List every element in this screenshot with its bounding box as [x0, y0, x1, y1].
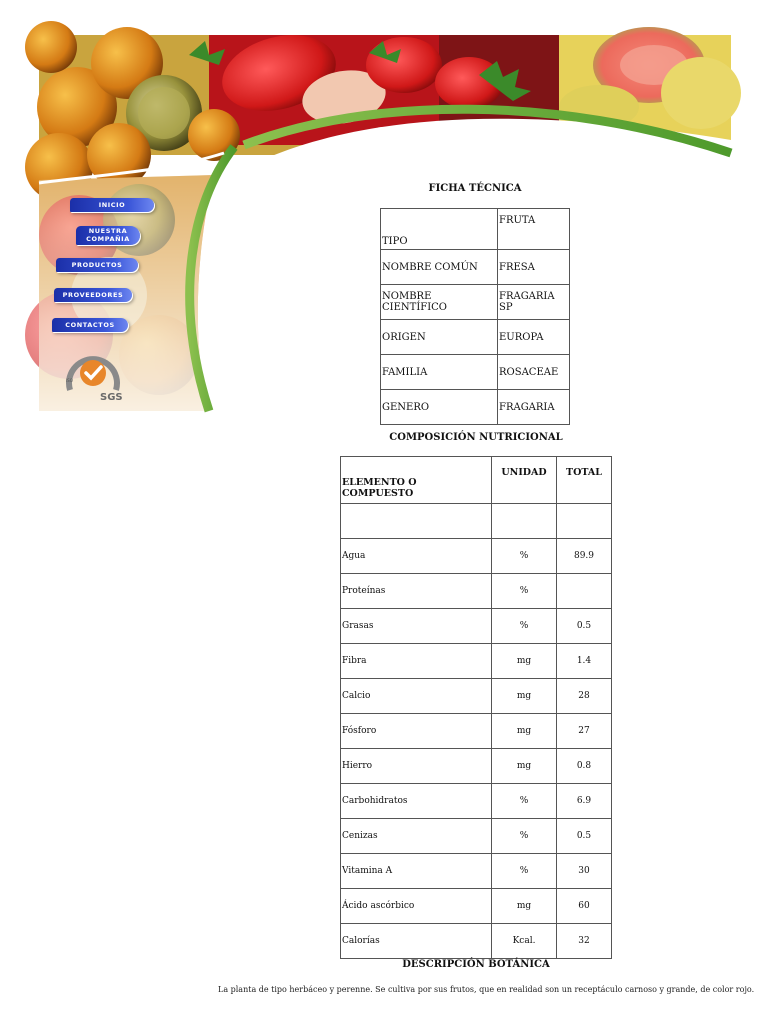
nutrient-total-cell: 0.5 [557, 609, 612, 644]
composicion-nutricional-title: COMPOSICIÓN NUTRICIONAL [389, 432, 563, 443]
nutrient-total-cell: 89.9 [557, 539, 612, 574]
nav-inicio-label: INICIO [98, 201, 126, 209]
nav-proveedores-label: PROVEEDORES [62, 291, 124, 299]
nutrient-unit-cell: % [492, 609, 557, 644]
nutrient-unit-cell: mg [492, 714, 557, 749]
nav-inicio-button[interactable] [70, 198, 154, 212]
nav-contactos-label: CONTACTOS [65, 321, 115, 329]
nav-proveedores-button[interactable] [54, 288, 132, 302]
ficha-value-cell: EUROPA [498, 320, 570, 355]
table-row [341, 924, 612, 959]
nutrient-name-cell: Fósforo [341, 714, 492, 749]
nav-nuestra-label-2: COMPAÑIA [86, 235, 130, 243]
nutrient-name-cell: Carbohidratos [341, 784, 492, 819]
table-row [341, 854, 612, 889]
table-row [341, 889, 612, 924]
table-row [341, 819, 612, 854]
svg-text:ISO: ISO [66, 378, 73, 383]
nutrient-unit-cell: % [492, 539, 557, 574]
ficha-value-cell: FRESA [498, 250, 570, 285]
table-row [381, 285, 570, 320]
nutrient-total-cell: 0.8 [557, 749, 612, 784]
nutrient-name-cell: Calcio [341, 679, 492, 714]
nutrient-name-cell: Fibra [341, 644, 492, 679]
sgs-certification-seal [64, 346, 122, 402]
composicion-nutricional-table [340, 456, 612, 959]
nav-nuestra-label-1: NUESTRA [88, 227, 128, 235]
nutrient-name-cell: Agua [341, 539, 492, 574]
nav-nuestra-compania-button[interactable] [76, 226, 140, 245]
nutrient-unit-cell: % [492, 854, 557, 889]
nutrient-name-cell: Hierro [341, 749, 492, 784]
ficha-value-cell: ROSACEAE [498, 355, 570, 390]
table-row [341, 714, 612, 749]
table-row [381, 390, 570, 425]
ficha-key-cell: NOMBRE CIENTÍFICO [381, 285, 498, 320]
nutrient-unit-cell: % [492, 784, 557, 819]
nutrient-name-cell: Cenizas [341, 819, 492, 854]
header-total: TOTAL [557, 457, 612, 504]
nav-productos-button[interactable] [56, 258, 138, 272]
table-row [341, 609, 612, 644]
nutrient-unit-cell: mg [492, 749, 557, 784]
nutrient-unit-cell [492, 504, 557, 539]
nutrient-unit-cell: mg [492, 644, 557, 679]
nutrient-unit-cell: % [492, 819, 557, 854]
nutrient-total-cell: 28 [557, 679, 612, 714]
descripcion-botanica-text: La planta de tipo herbáceo y perenne. Se cultiva por sus frutos, que en realidad son un receptáculo carnoso y grande, de color rojo. [218, 985, 755, 994]
nutrient-unit-cell: mg [492, 679, 557, 714]
table-row [341, 504, 612, 539]
nutrient-total-cell: 32 [557, 924, 612, 959]
ficha-value-cell: FRAGARIA SP [498, 285, 570, 320]
nutrient-total-cell: 60 [557, 889, 612, 924]
table-row [381, 320, 570, 355]
nutrient-unit-cell: mg [492, 889, 557, 924]
table-row [341, 749, 612, 784]
ficha-key-cell: ORIGEN [381, 320, 498, 355]
nutrient-name-cell [341, 504, 492, 539]
table-row [341, 574, 612, 609]
ficha-key-cell: TIPO [381, 209, 498, 250]
nutrient-name-cell: Proteínas [341, 574, 492, 609]
nutrient-total-cell [557, 574, 612, 609]
nutrient-name-cell: Grasas [341, 609, 492, 644]
nutrient-unit-cell: % [492, 574, 557, 609]
header-elemento: ELEMENTO O COMPUESTO [341, 457, 492, 504]
table-row [341, 679, 612, 714]
nav-productos-label: PRODUCTOS [71, 261, 123, 269]
nutrient-unit-cell: Kcal. [492, 924, 557, 959]
ficha-key-cell: NOMBRE COMÚN [381, 250, 498, 285]
table-row [381, 250, 570, 285]
nutrient-total-cell: 30 [557, 854, 612, 889]
header-unidad: UNIDAD [492, 457, 557, 504]
ficha-tecnica-title: FICHA TÉCNICA [428, 183, 522, 194]
table-row [381, 355, 570, 390]
table-row [381, 209, 570, 250]
nutrient-total-cell: 6.9 [557, 784, 612, 819]
nutrient-total-cell: 0.5 [557, 819, 612, 854]
nutrient-total-cell [557, 504, 612, 539]
ficha-tecnica-table [380, 208, 570, 425]
ficha-key-cell: GENERO [381, 390, 498, 425]
table-row [341, 539, 612, 574]
ficha-value-cell: FRUTA [498, 209, 570, 250]
descripcion-botanica-title: DESCRIPCIÓN BOTÁNICA [402, 959, 550, 970]
ficha-value-cell: FRAGARIA [498, 390, 570, 425]
table-row [341, 644, 612, 679]
nutrient-name-cell: Calorías [341, 924, 492, 959]
nav-contactos-button[interactable] [52, 318, 128, 332]
nutrient-name-cell: Ácido ascórbico [341, 889, 492, 924]
table-header-row [341, 457, 612, 504]
nutrient-total-cell: 1.4 [557, 644, 612, 679]
nutrient-name-cell: Vitamina A [341, 854, 492, 889]
nutrient-total-cell: 27 [557, 714, 612, 749]
ficha-key-cell: FAMILIA [381, 355, 498, 390]
table-row [341, 784, 612, 819]
sgs-logo-text: SGS [100, 392, 123, 403]
